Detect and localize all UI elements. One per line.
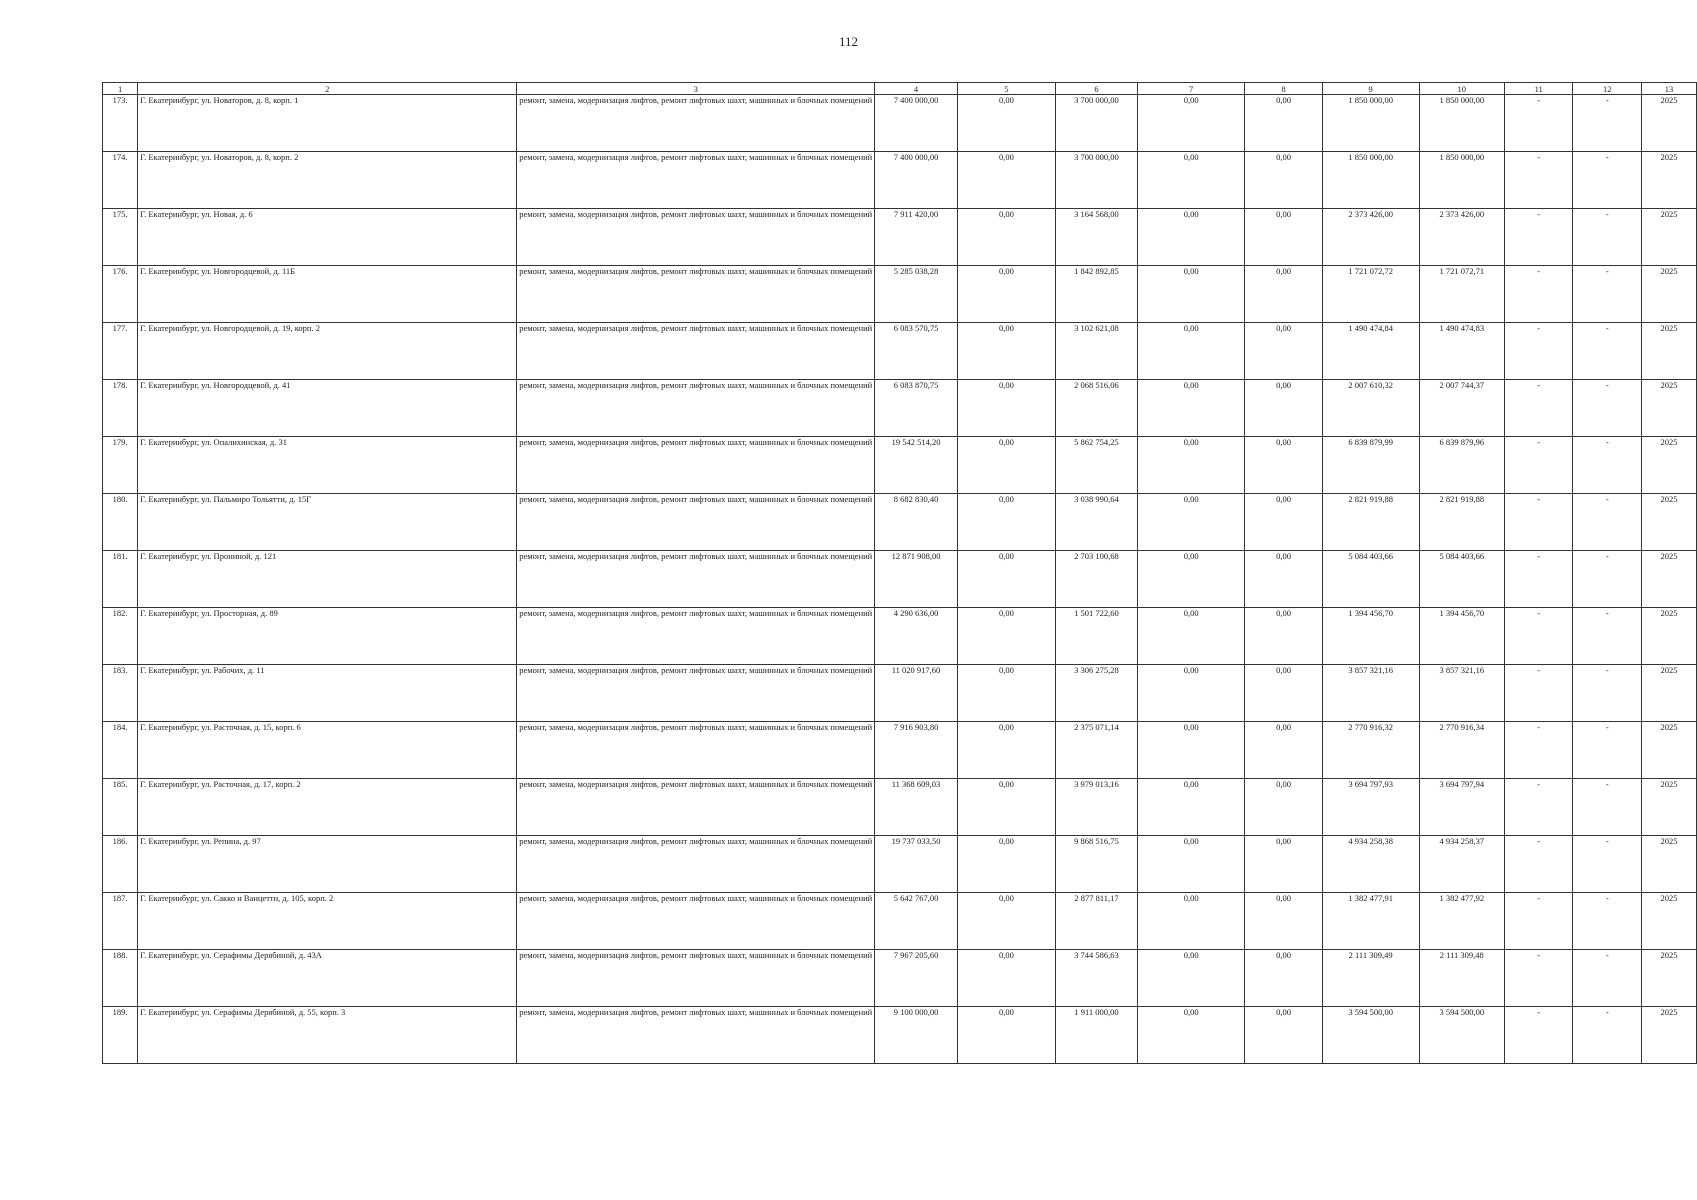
value-cell: 1 842 892,85 [1056,266,1138,323]
value-cell: 0,00 [957,836,1055,893]
value-cell: 0,00 [1245,779,1322,836]
value-cell: 0,00 [1245,950,1322,1007]
value-cell: 4 290 636,00 [875,608,958,665]
year-cell: 2025 [1642,95,1697,152]
value-cell: - [1573,722,1642,779]
value-cell: 3 744 586,63 [1056,950,1138,1007]
value-cell: - [1573,836,1642,893]
year-cell: 2025 [1642,551,1697,608]
value-cell: 1 850 000,00 [1322,95,1419,152]
value-cell: 1 382 477,92 [1419,893,1504,950]
value-cell: - [1504,950,1573,1007]
value-cell: 1 721 072,71 [1419,266,1504,323]
value-cell: 2 375 071,14 [1056,722,1138,779]
value-cell: 19 542 514,20 [875,437,958,494]
value-cell: - [1504,665,1573,722]
value-cell: 6 083 570,75 [875,323,958,380]
value-cell: 1 490 474,83 [1419,323,1504,380]
value-cell: 9 868 516,75 [1056,836,1138,893]
year-cell: 2025 [1642,494,1697,551]
value-cell: 5 084 403,66 [1322,551,1419,608]
value-cell: - [1573,665,1642,722]
row-number: 174. [103,152,138,209]
row-number: 182. [103,608,138,665]
address-cell: Г. Екатеринбург, ул. Новгородцевой, д. 19, корп. 2 [138,323,517,380]
value-cell: - [1573,152,1642,209]
work-type-cell: ремонт, замена, модернизация лифтов, ремонт лифтовых шахт, машинных и блочных помещений [517,323,875,380]
column-number: 12 [1573,83,1642,95]
value-cell: 0,00 [1245,1007,1322,1064]
column-number: 9 [1322,83,1419,95]
value-cell: 0,00 [1137,608,1244,665]
table-row [103,551,1697,608]
table-row [103,779,1697,836]
value-cell: 0,00 [957,893,1055,950]
table-body [103,95,1697,1064]
value-cell: 0,00 [1137,95,1244,152]
value-cell: - [1573,608,1642,665]
work-type-cell: ремонт, замена, модернизация лифтов, ремонт лифтовых шахт, машинных и блочных помещений [517,1007,875,1064]
value-cell: 0,00 [957,437,1055,494]
value-cell: 0,00 [1245,494,1322,551]
value-cell: - [1573,1007,1642,1064]
work-type-cell: ремонт, замена, модернизация лифтов, ремонт лифтовых шахт, машинных и блочных помещений [517,266,875,323]
year-cell: 2025 [1642,380,1697,437]
value-cell: 2 877 811,17 [1056,893,1138,950]
value-cell: - [1573,551,1642,608]
year-cell: 2025 [1642,608,1697,665]
year-cell: 2025 [1642,950,1697,1007]
value-cell: 0,00 [1137,209,1244,266]
value-cell: 4 934 258,37 [1419,836,1504,893]
year-cell: 2025 [1642,779,1697,836]
value-cell: 3 594 500,00 [1322,1007,1419,1064]
value-cell: - [1504,1007,1573,1064]
value-cell: 5 084 403,66 [1419,551,1504,608]
value-cell: - [1573,266,1642,323]
value-cell: 2 373 426,00 [1322,209,1419,266]
value-cell: 19 737 033,50 [875,836,958,893]
value-cell: 0,00 [957,266,1055,323]
value-cell: 1 721 072,72 [1322,266,1419,323]
value-cell: 0,00 [1245,380,1322,437]
value-cell: 12 871 908,00 [875,551,958,608]
value-cell: 0,00 [957,665,1055,722]
value-cell: - [1573,893,1642,950]
value-cell: 5 285 038,28 [875,266,958,323]
value-cell: 2 373 426,00 [1419,209,1504,266]
year-cell: 2025 [1642,665,1697,722]
year-cell: 2025 [1642,1007,1697,1064]
value-cell: 1 850 000,00 [1419,152,1504,209]
column-number: 6 [1056,83,1138,95]
year-cell: 2025 [1642,722,1697,779]
column-number: 1 [103,83,138,95]
value-cell: 0,00 [957,779,1055,836]
value-cell: 2 111 309,49 [1322,950,1419,1007]
table-row [103,323,1697,380]
value-cell: 6 839 879,96 [1419,437,1504,494]
value-cell: 0,00 [1137,152,1244,209]
table-row [103,722,1697,779]
value-cell: - [1504,323,1573,380]
table-row [103,266,1697,323]
address-cell: Г. Екатеринбург, ул. Новаторов, д. 8, корп. 2 [138,152,517,209]
value-cell: 0,00 [957,551,1055,608]
address-cell: Г. Екатеринбург, ул. Просторная, д. 89 [138,608,517,665]
value-cell: 1 911 000,00 [1056,1007,1138,1064]
table-row [103,152,1697,209]
value-cell: 0,00 [1245,152,1322,209]
value-cell: 0,00 [957,722,1055,779]
value-cell: 1 490 474,84 [1322,323,1419,380]
address-cell: Г. Екатеринбург, ул. Серафимы Дерябиной, д. 55, корп. 3 [138,1007,517,1064]
value-cell: 0,00 [1137,665,1244,722]
value-cell: 3 857 321,16 [1419,665,1504,722]
value-cell: 5 642 767,00 [875,893,958,950]
year-cell: 2025 [1642,437,1697,494]
value-cell: 0,00 [1245,437,1322,494]
table-row [103,95,1697,152]
work-type-cell: ремонт, замена, модернизация лифтов, ремонт лифтовых шахт, машинных и блочных помещений [517,437,875,494]
year-cell: 2025 [1642,893,1697,950]
row-number: 177. [103,323,138,380]
address-cell: Г. Екатеринбург, ул. Рабочих, д. 11 [138,665,517,722]
value-cell: 0,00 [1245,209,1322,266]
column-number: 13 [1642,83,1697,95]
year-cell: 2025 [1642,836,1697,893]
row-number: 181. [103,551,138,608]
value-cell: 9 100 000,00 [875,1007,958,1064]
work-type-cell: ремонт, замена, модернизация лифтов, ремонт лифтовых шахт, машинных и блочных помещений [517,608,875,665]
value-cell: 3 306 275,28 [1056,665,1138,722]
value-cell: 0,00 [1137,836,1244,893]
row-number: 180. [103,494,138,551]
value-cell: 0,00 [1137,722,1244,779]
value-cell: 3 694 797,93 [1322,779,1419,836]
table-row [103,1007,1697,1064]
value-cell: 0,00 [1137,380,1244,437]
year-cell: 2025 [1642,209,1697,266]
table-row [103,665,1697,722]
value-cell: 1 850 000,00 [1322,152,1419,209]
column-number: 11 [1504,83,1573,95]
year-cell: 2025 [1642,152,1697,209]
value-cell: 11 020 917,60 [875,665,958,722]
year-cell: 2025 [1642,323,1697,380]
value-cell: 0,00 [957,494,1055,551]
table-row [103,437,1697,494]
value-cell: 1 501 722,60 [1056,608,1138,665]
value-cell: - [1573,323,1642,380]
address-cell: Г. Екатеринбург, ул. Пальмиро Тольятти, д. 15Г [138,494,517,551]
value-cell: 7 967 205,60 [875,950,958,1007]
value-cell: 0,00 [1137,323,1244,380]
value-cell: 2 703 100,68 [1056,551,1138,608]
address-cell: Г. Екатеринбург, ул. Расточная, д. 15, корп. 6 [138,722,517,779]
value-cell: 0,00 [1137,437,1244,494]
address-cell: Г. Екатеринбург, ул. Расточная, д. 17, корп. 2 [138,779,517,836]
value-cell: - [1504,380,1573,437]
value-cell: - [1504,722,1573,779]
value-cell: - [1573,779,1642,836]
row-number: 173. [103,95,138,152]
value-cell: 7 400 000,00 [875,95,958,152]
value-cell: 0,00 [957,950,1055,1007]
address-cell: Г. Екатеринбург, ул. Прониной, д. 121 [138,551,517,608]
value-cell: 0,00 [1137,950,1244,1007]
table-row [103,380,1697,437]
value-cell: 11 368 609,03 [875,779,958,836]
value-cell: 0,00 [1245,893,1322,950]
page-number: 112 [838,34,859,49]
value-cell: 0,00 [1245,95,1322,152]
address-cell: Г. Екатеринбург, ул. Новаторов, д. 8, корп. 1 [138,95,517,152]
value-cell: 1 850 000,00 [1419,95,1504,152]
work-type-cell: ремонт, замена, модернизация лифтов, ремонт лифтовых шахт, машинных и блочных помещений [517,950,875,1007]
value-cell: - [1573,380,1642,437]
value-cell: 0,00 [1245,266,1322,323]
value-cell: 2 111 309,48 [1419,950,1504,1007]
value-cell: 0,00 [1137,1007,1244,1064]
column-number: 4 [875,83,958,95]
row-number: 179. [103,437,138,494]
value-cell: 3 038 990,64 [1056,494,1138,551]
value-cell: 0,00 [1137,551,1244,608]
value-cell: - [1504,209,1573,266]
work-type-cell: ремонт, замена, модернизация лифтов, ремонт лифтовых шахт, машинных и блочных помещений [517,722,875,779]
address-cell: Г. Екатеринбург, ул. Новая, д. 6 [138,209,517,266]
value-cell: 2 770 916,32 [1322,722,1419,779]
value-cell: - [1504,893,1573,950]
row-number: 183. [103,665,138,722]
row-number: 176. [103,266,138,323]
value-cell: 8 682 830,40 [875,494,958,551]
column-number: 3 [517,83,875,95]
value-cell: - [1573,494,1642,551]
value-cell: 0,00 [1245,665,1322,722]
year-cell: 2025 [1642,266,1697,323]
value-cell: 3 102 621,08 [1056,323,1138,380]
work-type-cell: ремонт, замена, модернизация лифтов, ремонт лифтовых шахт, машинных и блочных помещений [517,95,875,152]
table-row [103,608,1697,665]
row-number: 175. [103,209,138,266]
value-cell: 0,00 [1245,722,1322,779]
value-cell: 4 934 258,38 [1322,836,1419,893]
address-cell: Г. Екатеринбург, ул. Серафимы Дерябиной, д. 43А [138,950,517,1007]
table-row [103,494,1697,551]
value-cell: 6 083 870,75 [875,380,958,437]
value-cell: 7 916 903,80 [875,722,958,779]
value-cell: 0,00 [957,608,1055,665]
lift-repair-table [102,82,1697,1064]
address-cell: Г. Екатеринбург, ул. Сакко и Ванцетти, д. 105, корп. 2 [138,893,517,950]
value-cell: 2 068 516,06 [1056,380,1138,437]
value-cell: 2 821 919,88 [1419,494,1504,551]
value-cell: - [1504,779,1573,836]
value-cell: 2 007 744,37 [1419,380,1504,437]
value-cell: 7 911 420,00 [875,209,958,266]
table-row [103,893,1697,950]
value-cell: 0,00 [1137,494,1244,551]
column-number: 2 [138,83,517,95]
value-cell: 0,00 [1137,893,1244,950]
work-type-cell: ремонт, замена, модернизация лифтов, ремонт лифтовых шахт, машинных и блочных помещений [517,551,875,608]
value-cell: - [1573,950,1642,1007]
table-row [103,836,1697,893]
value-cell: - [1504,437,1573,494]
value-cell: 3 694 797,94 [1419,779,1504,836]
work-type-cell: ремонт, замена, модернизация лифтов, ремонт лифтовых шахт, машинных и блочных помещений [517,836,875,893]
value-cell: 1 394 456,70 [1322,608,1419,665]
value-cell: - [1504,494,1573,551]
value-cell: - [1504,836,1573,893]
work-type-cell: ремонт, замена, модернизация лифтов, ремонт лифтовых шахт, машинных и блочных помещений [517,494,875,551]
value-cell: - [1504,152,1573,209]
table-row [103,950,1697,1007]
column-number-row [103,83,1697,95]
work-type-cell: ремонт, замена, модернизация лифтов, ремонт лифтовых шахт, машинных и блочных помещений [517,380,875,437]
work-type-cell: ремонт, замена, модернизация лифтов, ремонт лифтовых шахт, машинных и блочных помещений [517,665,875,722]
row-number: 186. [103,836,138,893]
value-cell: 1 394 456,70 [1419,608,1504,665]
value-cell: 0,00 [1245,323,1322,380]
row-number: 178. [103,380,138,437]
value-cell: 0,00 [1245,836,1322,893]
address-cell: Г. Екатеринбург, ул. Репина, д. 97 [138,836,517,893]
value-cell: 0,00 [957,95,1055,152]
column-number: 7 [1137,83,1244,95]
work-type-cell: ремонт, замена, модернизация лифтов, ремонт лифтовых шахт, машинных и блочных помещений [517,779,875,836]
value-cell: 5 862 754,25 [1056,437,1138,494]
column-number: 5 [957,83,1055,95]
value-cell: 3 700 000,00 [1056,152,1138,209]
value-cell: 2 770 916,34 [1419,722,1504,779]
work-type-cell: ремонт, замена, модернизация лифтов, ремонт лифтовых шахт, машинных и блочных помещений [517,893,875,950]
value-cell: 7 400 000,00 [875,152,958,209]
value-cell: 0,00 [1137,779,1244,836]
value-cell: 0,00 [1245,551,1322,608]
value-cell: 3 979 013,16 [1056,779,1138,836]
value-cell: 0,00 [957,380,1055,437]
column-number: 8 [1245,83,1322,95]
value-cell: 2 007 610,32 [1322,380,1419,437]
value-cell: 3 857 321,16 [1322,665,1419,722]
value-cell: 0,00 [957,1007,1055,1064]
address-cell: Г. Екатеринбург, ул. Опалихинская, д. 31 [138,437,517,494]
value-cell: - [1573,95,1642,152]
value-cell: - [1504,266,1573,323]
value-cell: 2 821 919,88 [1322,494,1419,551]
row-number: 187. [103,893,138,950]
value-cell: 3 594 500,00 [1419,1007,1504,1064]
value-cell: 0,00 [957,209,1055,266]
row-number: 188. [103,950,138,1007]
value-cell: 1 382 477,91 [1322,893,1419,950]
value-cell: 0,00 [1137,266,1244,323]
value-cell: - [1573,437,1642,494]
column-number: 10 [1419,83,1504,95]
work-type-cell: ремонт, замена, модернизация лифтов, ремонт лифтовых шахт, машинных и блочных помещений [517,152,875,209]
value-cell: - [1504,95,1573,152]
value-cell: 0,00 [957,323,1055,380]
address-cell: Г. Екатеринбург, ул. Новгородцевой, д. 11Б [138,266,517,323]
value-cell: - [1504,551,1573,608]
value-cell: 3 700 000,00 [1056,95,1138,152]
row-number: 184. [103,722,138,779]
table-row [103,209,1697,266]
address-cell: Г. Екатеринбург, ул. Новгородцевой, д. 41 [138,380,517,437]
value-cell: 6 839 879,99 [1322,437,1419,494]
row-number: 185. [103,779,138,836]
value-cell: 3 164 568,00 [1056,209,1138,266]
work-type-cell: ремонт, замена, модернизация лифтов, ремонт лифтовых шахт, машинных и блочных помещений [517,209,875,266]
value-cell: - [1504,608,1573,665]
value-cell: - [1573,209,1642,266]
value-cell: 0,00 [957,152,1055,209]
row-number: 189. [103,1007,138,1064]
value-cell: 0,00 [1245,608,1322,665]
